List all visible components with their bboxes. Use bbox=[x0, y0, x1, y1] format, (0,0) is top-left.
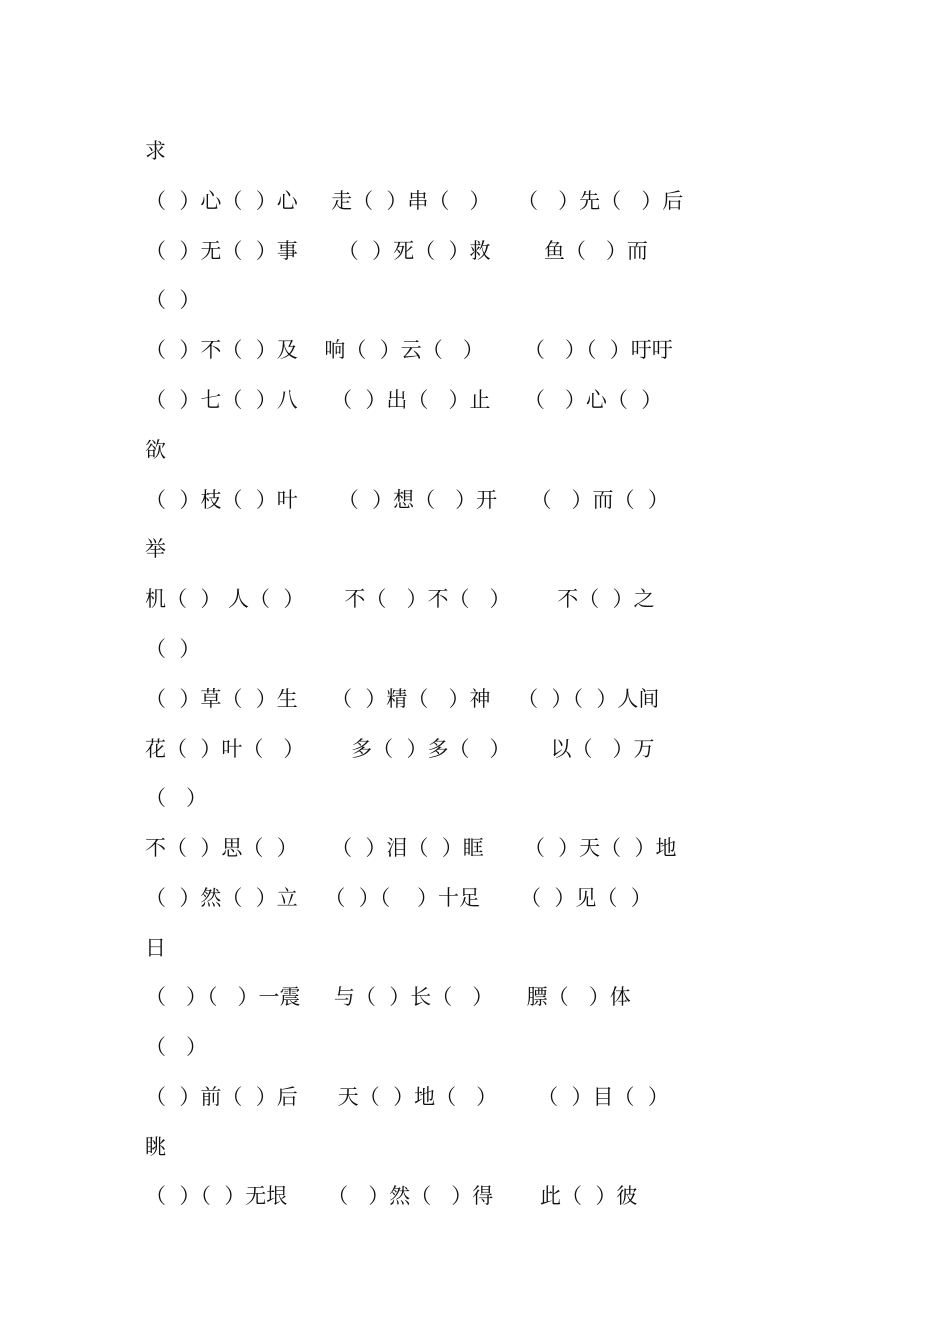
worksheet-line: （ ）然（ ）立 （ ）（ ）十足 （ ）见（ ） bbox=[145, 886, 652, 910]
worksheet-line: （ ）七（ ）八 （ ）出（ ）止 （ ）心（ ） bbox=[145, 388, 663, 412]
worksheet-line: （ ）草（ ）生 （ ）精（ ）神 （ ）（ ）人间 bbox=[145, 687, 660, 711]
worksheet-line: （ ）（ ）无垠 （ ）然（ ）得 此（ ）彼 bbox=[145, 1184, 638, 1208]
worksheet-line: （ ） bbox=[145, 637, 201, 661]
worksheet-line: （ ）无（ ）事 （ ）死（ ）救 鱼（ ）而 bbox=[145, 239, 648, 263]
worksheet-line: 不（ ）思（ ） （ ）泪（ ）眶 （ ）天（ ）地 bbox=[145, 836, 677, 860]
worksheet-line: （ ） bbox=[145, 1035, 208, 1059]
worksheet-line: （ ）（ ）一震 与（ ）长（ ） 膘（ ）体 bbox=[145, 985, 631, 1009]
worksheet-line: 花（ ）叶（ ） 多（ ）多（ ） 以（ ）万 bbox=[145, 737, 655, 761]
worksheet-line: （ ）不（ ）及 响（ ）云（ ） （ ）（ ）吁吁 bbox=[145, 338, 673, 362]
worksheet-line: （ ） bbox=[145, 288, 201, 312]
worksheet-line: 举 bbox=[145, 537, 166, 561]
worksheet-line: 欲 bbox=[145, 438, 166, 462]
worksheet-line: 日 bbox=[145, 936, 166, 960]
worksheet-line: （ ）心（ ）心 走（ ）串（ ） （ ）先（ ）后 bbox=[145, 189, 684, 213]
worksheet-line: （ ）前（ ）后 天（ ）地（ ） （ ）目（ ） bbox=[145, 1085, 669, 1109]
worksheet-line: （ ）枝（ ）叶 （ ）想（ ）开 （ ）而（ ） bbox=[145, 488, 669, 512]
worksheet-line: 求 bbox=[145, 139, 166, 163]
worksheet-line: 眺 bbox=[145, 1135, 166, 1159]
worksheet-line: 机（ ） 人（ ） 不（ ）不（ ） 不（ ）之 bbox=[145, 587, 655, 611]
worksheet-line: （ ） bbox=[145, 786, 208, 810]
